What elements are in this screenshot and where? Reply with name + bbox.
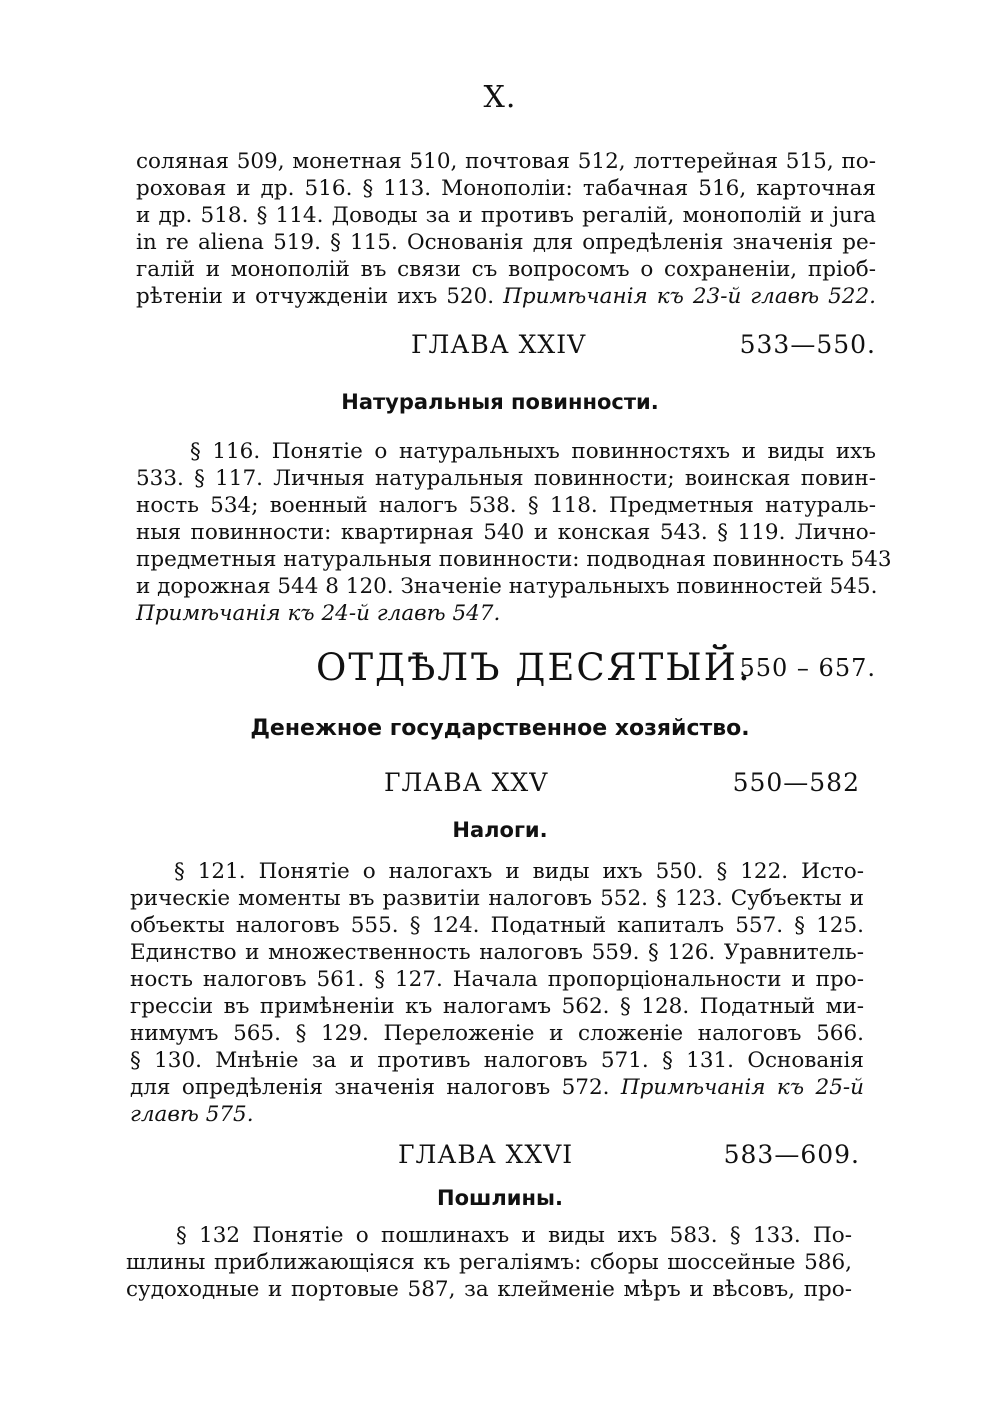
notes-reference: Примѣчанія къ 23-й главѣ 522. xyxy=(503,284,876,309)
section-heading-10 xyxy=(136,646,876,696)
text-line: ность 534; военный налогъ 538. § 118. Предметныя натураль- xyxy=(136,493,876,518)
chapter-subtitle: Налоги. xyxy=(452,818,548,842)
text-line: галій и монополій въ связи съ вопросомъ о сохраненіи, пріоб- xyxy=(136,257,876,282)
text-line: Единство и множественность налоговъ 559. § 126. Уравнитель- xyxy=(130,940,864,965)
chapter-subtitle: Натуральныя повинности. xyxy=(341,390,659,414)
text-line: нимумъ 565. § 129. Переложеніе и сложеніе налоговъ 566. xyxy=(130,1021,864,1046)
text-line xyxy=(130,1074,864,1101)
intro-paragraph xyxy=(136,148,876,310)
chapter-heading-24 xyxy=(136,330,876,364)
text-line: и др. 518. § 114. Доводы за и противъ регалій, монополій и jura xyxy=(136,203,876,228)
text-line: судоходные и портовые 587, за клейменіе мѣръ и вѣсовъ, про- xyxy=(126,1277,852,1302)
text-line: и дорожная 544 8 120. Значеніе натуральныхъ повинностей 545. xyxy=(136,574,878,599)
text-line: § 130. Мнѣніе за и противъ налоговъ 571. § 131. Основанія xyxy=(130,1048,864,1073)
text-line: рическіе моменты въ развитіи налоговъ 552. § 123. Субъекты и xyxy=(130,886,864,911)
text-line: 533. § 117. Личныя натуральныя повинности; воинская повин- xyxy=(136,466,876,491)
chapter-title: ГЛАВА XXVI xyxy=(398,1140,574,1169)
chapter-title: ГЛАВА XXV xyxy=(384,768,549,797)
chapter-page-range: 583—609. xyxy=(723,1140,860,1169)
chapter-25-paragraph xyxy=(130,858,864,1128)
chapter-26-paragraph xyxy=(126,1222,852,1303)
chapter-24-paragraph xyxy=(136,438,892,627)
text-line: грессіи въ примѣненіи къ налогамъ 562. § 128. Податный ми- xyxy=(130,994,864,1019)
section-page-range: 550 – 657. xyxy=(739,654,876,682)
text-line: § 132 Понятіе о пошлинахъ и виды ихъ 583. § 133. По- xyxy=(176,1223,852,1248)
chapter-subtitle: Пошлины. xyxy=(437,1186,563,1210)
notes-reference-continued: главѣ 575. xyxy=(130,1102,254,1127)
text-line: ныя повинности: квартирная 540 и конская 543. § 119. Лично- xyxy=(136,520,876,545)
notes-reference: Примѣчанія къ 24-й главѣ 547. xyxy=(136,601,501,626)
text-fragment: рѣтеніи и отчужденіи ихъ 520. xyxy=(136,284,495,309)
page-number: X. xyxy=(483,80,517,115)
section-subtitle: Денежное государственное хозяйство. xyxy=(250,716,750,741)
section-title: ОТДѢЛЪ ДЕСЯТЫЙ. xyxy=(316,646,752,689)
text-line: соляная 509, монетная 510, почтовая 512, лоттерейная 515, по- xyxy=(136,149,876,174)
text-fragment: для опредѣленія значенія налоговъ 572. xyxy=(130,1075,610,1100)
text-line: шлины приближающіяся къ регаліямъ: сборы шоссейные 586, xyxy=(126,1250,852,1275)
text-line: роховая и др. 516. § 113. Монополіи: табачная 516, карточная xyxy=(136,176,876,201)
chapter-title: ГЛАВА XXIV xyxy=(411,330,587,359)
chapter-heading-26 xyxy=(136,1140,876,1174)
chapter-page-range: 550—582 xyxy=(732,768,860,797)
text-line: объекты налоговъ 555. § 124. Податный капиталъ 557. § 125. xyxy=(130,913,864,938)
text-line-last xyxy=(136,283,876,310)
chapter-page-range: 533—550. xyxy=(739,330,876,359)
notes-reference: Примѣчанія къ 25-й xyxy=(620,1075,864,1100)
text-line: in re aliena 519. § 115. Основанія для опредѣленія значенія ре- xyxy=(136,230,876,255)
text-line: ность налоговъ 561. § 127. Начала пропорціональности и про- xyxy=(130,967,864,992)
text-line: предметныя натуральныя повинности: подводная повинность 543 xyxy=(136,547,892,572)
text-line: § 121. Понятіе о налогахъ и виды ихъ 550. § 122. Исто- xyxy=(174,859,864,884)
chapter-heading-25 xyxy=(136,768,876,802)
text-line: § 116. Понятіе о натуральныхъ повинностяхъ и виды ихъ xyxy=(190,439,876,464)
